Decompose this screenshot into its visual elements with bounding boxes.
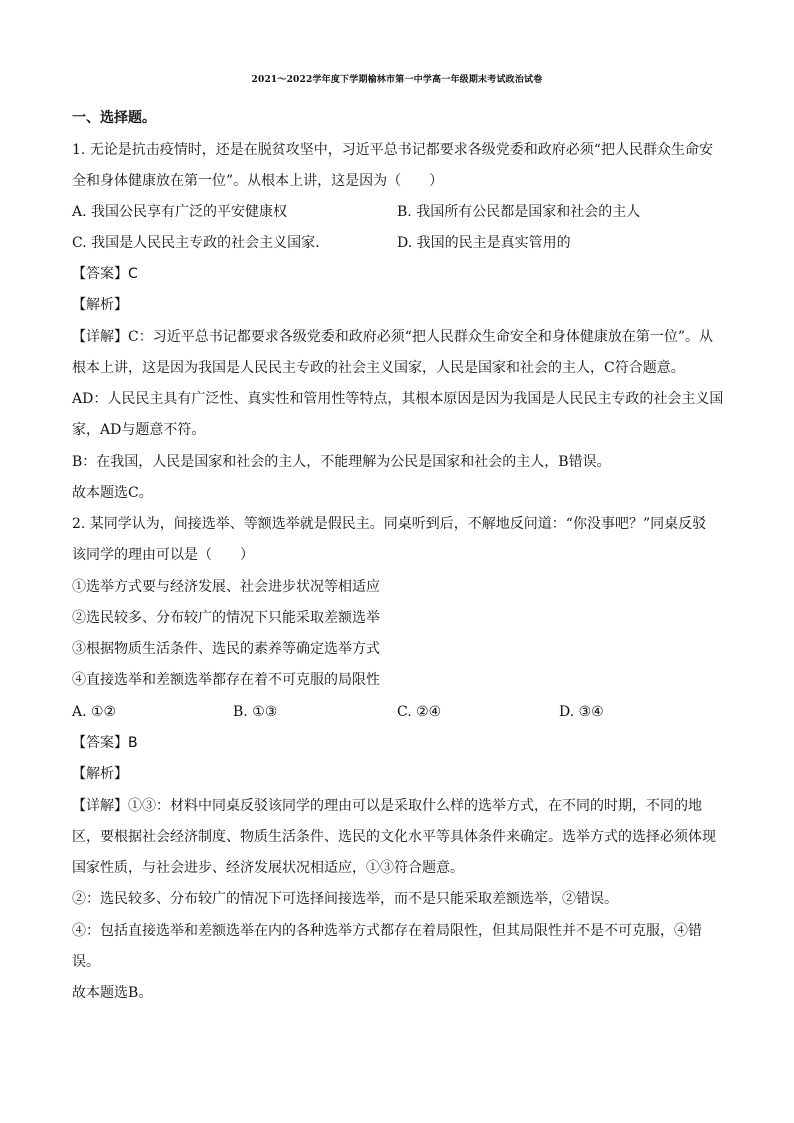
q2-option-d: D. ③④ — [559, 704, 604, 720]
q2-stem-line2: 该同学的理由可以是（ ） — [72, 547, 254, 563]
q2-detail-line5: ④：包括直接选举和差额选举在内的各种选举方式都存在着局限性，但其局限性并不是不可克服，④错 — [72, 923, 702, 939]
q1-detail-line4: 家，AD与题意不符。 — [72, 422, 206, 438]
q2-stem-line1: 2. 某同学认为，间接选举、等额选举就是假民主。同桌听到后，不解地反问道：“你没事吧？”同桌反驳 — [72, 516, 707, 532]
q1-option-c: C. 我国是人民民主专政的社会主义国家. — [72, 235, 320, 251]
q1-detail-line5: B：在我国，人民是国家和社会的主人，不能理解为公民是国家和社会的主人，B错误。 — [72, 454, 611, 470]
q2-detail-line1: 【详解】①③：材料中同桌反驳该同学的理由可以是采取什么样的选举方式，在不同的时期，不同的地 — [72, 798, 702, 814]
q1-option-d: D. 我国的民主是真实管用的 — [397, 235, 571, 251]
q2-detail-line2: 区，要根据社会经济制度、物质生活条件、选民的文化水平等具体条件来确定。选举方式的选择必须体现 — [72, 829, 716, 845]
q2-option-a: A. ①② — [72, 704, 117, 720]
q2-item-3: ③根据物质生活条件、选民的素养等确定选举方式 — [72, 641, 380, 657]
q1-answer: 【答案】C — [72, 266, 138, 282]
q1-option-b: B. 我国所有公民都是国家和社会的主人 — [397, 204, 641, 220]
q1-option-a: A. 我国公民享有广泛的平安健康权 — [72, 204, 288, 220]
q2-item-1: ①选举方式要与经济发展、社会进步状况等相适应 — [72, 579, 380, 595]
q2-answer: 【答案】B — [72, 735, 138, 751]
q2-item-2: ②选民较多、分布较广的情况下只能采取差额选举 — [72, 610, 380, 626]
q1-detail-line3: AD：人民民主具有广泛性、真实性和管用性等特点，其根本原因是因为我国是人民民主专政的社会主义国 — [72, 391, 724, 407]
exam-title: 2021～2022学年度下学期榆林市第一中学高一年级期末考试政治试卷 — [251, 75, 543, 85]
q1-conclusion: 故本题选C。 — [72, 485, 153, 501]
q2-analysis-label: 【解析】 — [72, 766, 128, 782]
q1-stem-line1: 1. 无论是抗击疫情时，还是在脱贫攻坚中，习近平总书记都要求各级党委和政府必须“把人民群众生命安 — [72, 142, 713, 158]
q2-detail-line3: 国家性质，与社会进步、经济发展状况相适应，①③符合题意。 — [72, 860, 464, 876]
q1-analysis-label: 【解析】 — [72, 297, 128, 313]
q1-detail-line1: 【详解】C：习近平总书记都要求各级党委和政府必须“把人民群众生命安全和身体健康放在第一位”。从 — [72, 329, 714, 345]
q1-detail-line2: 根本上讲，这是因为我国是人民民主专政的社会主义国家，人民是国家和社会的主人，C符合题意。 — [72, 360, 685, 376]
q2-detail-line6: 误。 — [72, 954, 100, 970]
q1-stem-line2: 全和身体健康放在第一位”。从根本上讲，这是因为（ ） — [72, 173, 444, 189]
q2-option-b: B. ①③ — [233, 704, 278, 720]
q2-option-c: C. ②④ — [397, 704, 442, 720]
section-heading: 一、选择题。 — [72, 110, 156, 126]
q2-conclusion: 故本题选B。 — [72, 985, 153, 1001]
q2-item-4: ④直接选举和差额选举都存在着不可克服的局限性 — [72, 672, 380, 688]
q2-detail-line4: ②：选民较多、分布较广的情况下可选择间接选举，而不是只能采取差额选举，②错误。 — [72, 891, 618, 907]
